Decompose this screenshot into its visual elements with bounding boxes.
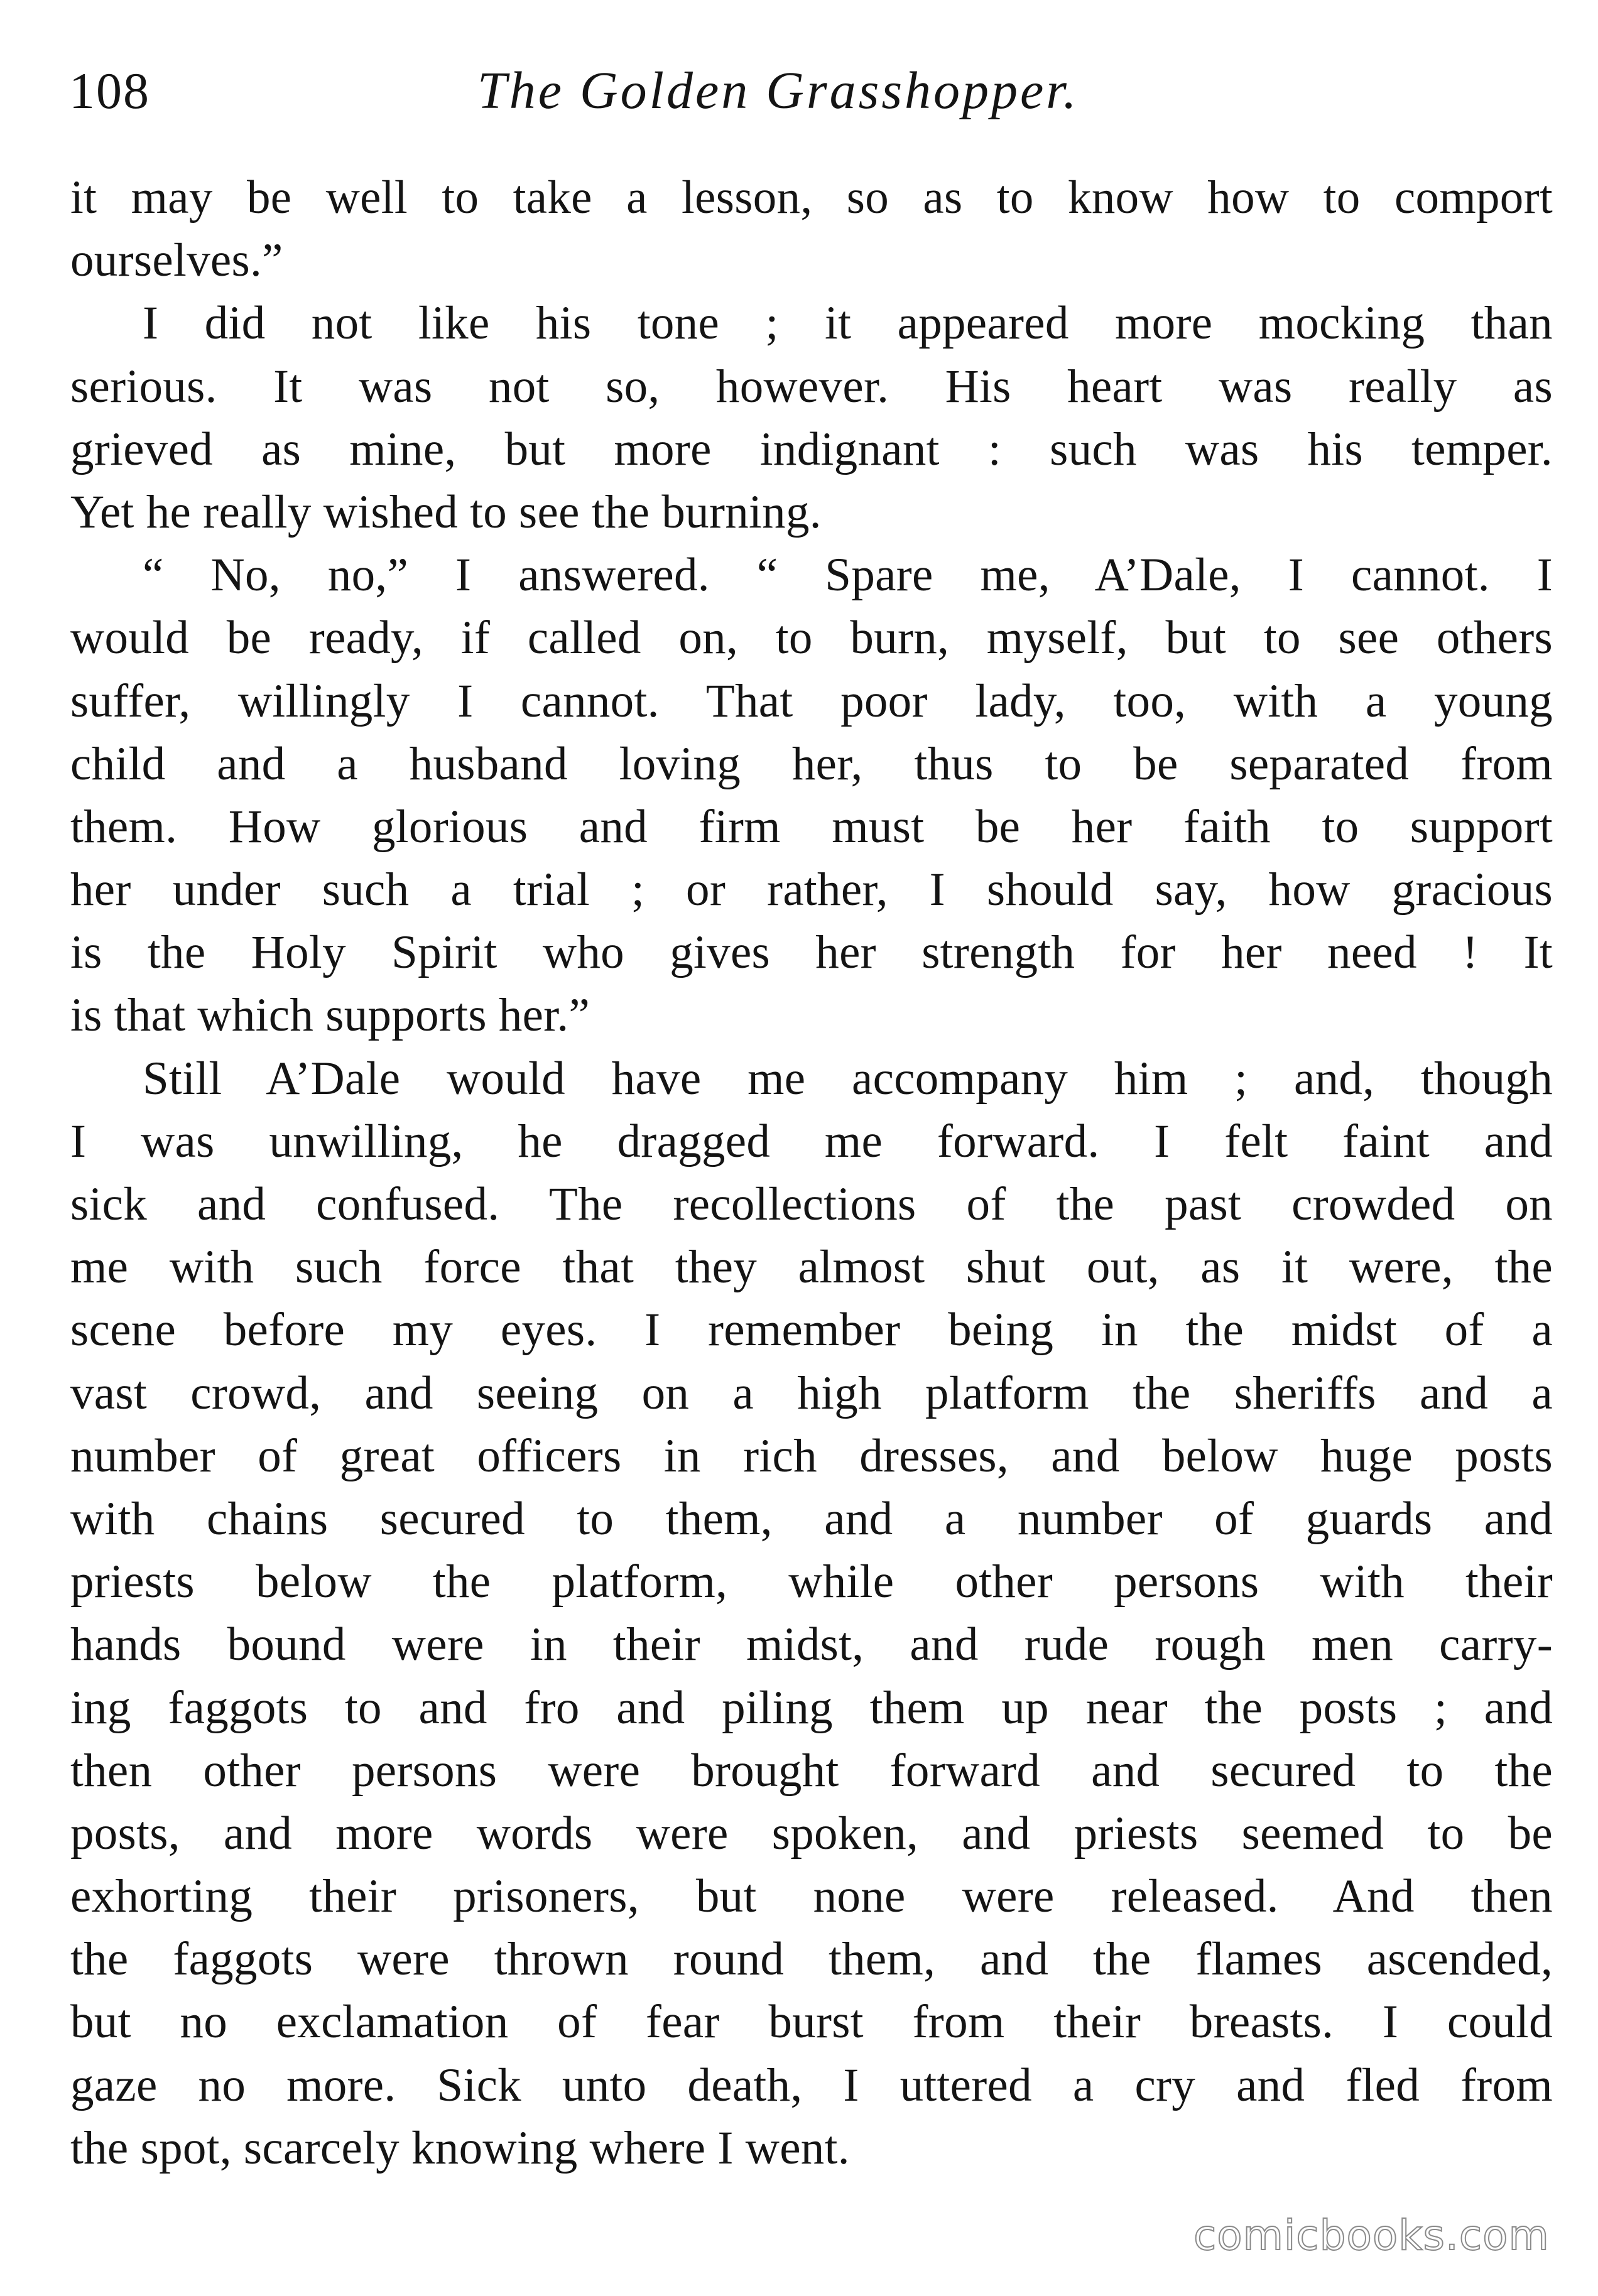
text-line: priests below the platform, while other persons with their: [70, 1556, 1553, 1608]
text-line: sick and confused. The recollections of the past crowded on: [70, 1178, 1553, 1230]
page-number: 108: [69, 62, 150, 119]
text-line: exhorting their prisoners, but none were released. And then: [70, 1870, 1553, 1923]
text-line: them. How glorious and firm must be her faith to support: [70, 800, 1553, 853]
text-line: is the Holy Spirit who gives her strength for her need ! It: [70, 926, 1553, 979]
text-line: hands bound were in their midst, and rude rough men carry-: [70, 1618, 1553, 1671]
text-line: child and a husband loving her, thus to be separated from: [70, 737, 1553, 790]
text-line: it may be well to take a lesson, so as to know how to comport: [70, 171, 1553, 224]
text-line: the spot, scarcely knowing where I went.: [70, 2121, 850, 2174]
text-line: Still A’Dale would have me accompany him ; and, though: [143, 1052, 1553, 1105]
watermark-text: comicbooks.com: [1193, 2211, 1550, 2260]
text-line: with chains secured to them, and a number of guards and: [70, 1492, 1553, 1545]
text-line: posts, and more words were spoken, and priests seemed to be: [70, 1807, 1553, 1860]
text-line: number of great officers in rich dresses, and below huge posts: [70, 1429, 1553, 1482]
text-line: “ No, no,” I answered. “ Spare me, A’Dale, I cannot. I: [143, 549, 1553, 602]
text-line: gaze no more. Sick unto death, I uttered a cry and fled from: [70, 2059, 1553, 2111]
text-line: grieved as mine, but more indignant : such was his temper.: [70, 423, 1553, 475]
text-line: the faggots were thrown round them, and the flames ascended,: [70, 1933, 1553, 1986]
text-line: is that which supports her.”: [70, 989, 590, 1042]
text-line: me with such force that they almost shut out, as it were, the: [70, 1241, 1553, 1294]
page-header: [0, 60, 1598, 122]
text-line: but no exclamation of fear burst from their breasts. I could: [70, 1996, 1553, 2049]
text-line: I was unwilling, he dragged me forward. I felt faint and: [70, 1115, 1553, 1167]
text-line: suffer, willingly I cannot. That poor lady, too, with a young: [70, 674, 1553, 727]
text-line: serious. It was not so, however. His heart was really as: [70, 360, 1553, 413]
watermark: [1193, 2207, 1550, 2264]
text-line: her under such a trial ; or rather, I should say, how gracious: [70, 864, 1553, 916]
text-line: ourselves.”: [70, 234, 283, 287]
text-line: ing faggots to and fro and piling them up near the posts ; and: [70, 1681, 1553, 1734]
text-line: scene before my eyes. I remember being in the midst of a: [70, 1304, 1553, 1356]
body-text: [70, 166, 1553, 2180]
text-line: Yet he really wished to see the burning.: [70, 485, 822, 538]
text-line: I did not like his tone ; it appeared more mocking than: [143, 297, 1553, 350]
text-line: would be ready, if called on, to burn, myself, but to see others: [70, 612, 1553, 664]
text-line: then other persons were brought forward and secured to the: [70, 1744, 1553, 1797]
running-title: The Golden Grasshopper.: [477, 62, 1079, 120]
text-line: vast crowd, and seeing on a high platform the sheriffs and a: [70, 1367, 1553, 1419]
